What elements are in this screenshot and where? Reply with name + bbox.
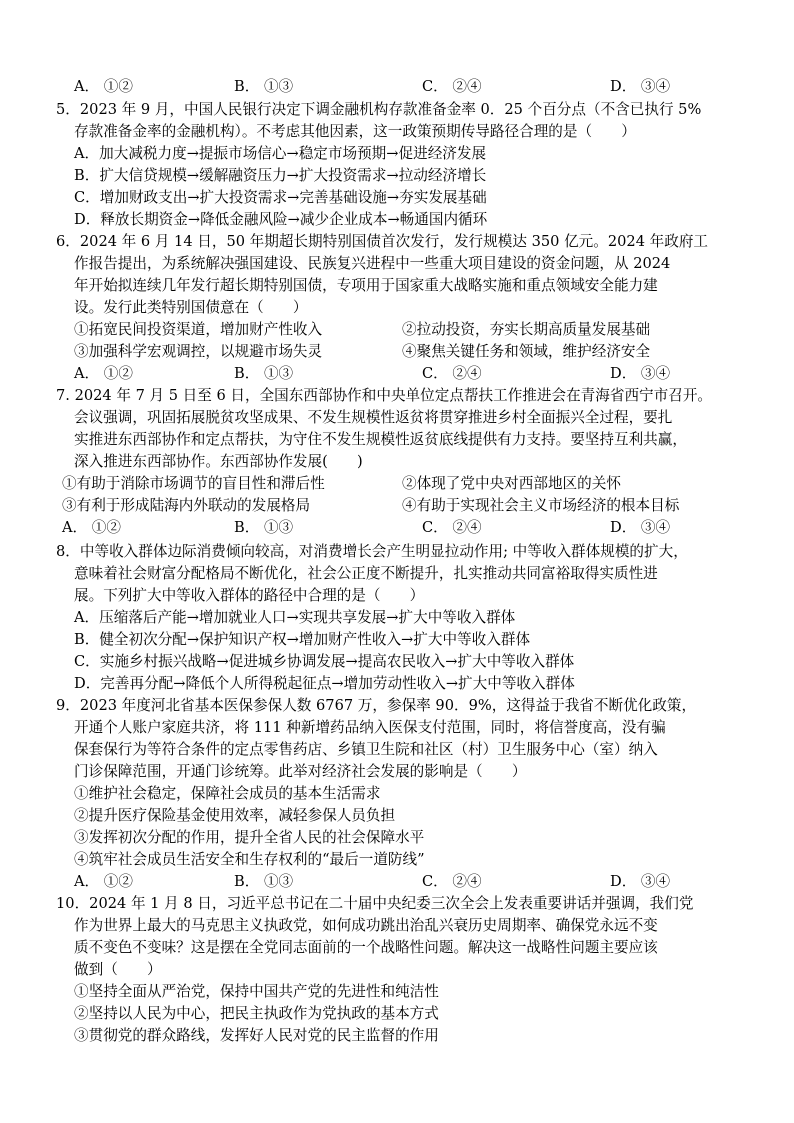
q9-stem-line-4: 门诊保障范围，开通门诊统筹。此举对经济社会发展的影响是（ ） [74,763,527,780]
option-a[interactable]: A． ①② [74,365,133,382]
q5-option-a[interactable]: A．加大减税力度→提振市场信心→稳定市场预期→促进经济发展 [74,145,487,162]
option-a[interactable]: A． ①② [62,519,121,536]
option-d[interactable]: D． ③④ [610,365,671,382]
q9-item-4: ④筑牢社会成员生活安全和生存权利的“最后一道防线” [74,851,425,868]
option-d[interactable]: D． ③④ [610,873,671,890]
q6-item-2: ②拉动投资，夯实长期高质量发展基础 [402,321,651,338]
option-b[interactable]: B． ①③ [234,365,294,382]
q4-options [0,76,794,97]
option-b[interactable]: B． ①③ [234,78,294,95]
q8-stem-line-3: 展。下列扩大中等收入群体的路径中合理的是（ ） [74,587,425,604]
q6-stem-line-4: 设。发行此类特别国债意在（ ） [74,299,308,316]
q9-stem-line-2: 开通个人账户家庭共济，将 111 种新增药品纳入医保支付范围，同时，将信誉度高，没有骗 [74,719,666,736]
option-d[interactable]: D． ③④ [610,78,671,95]
q6-item-3: ③加强科学宏观调控，以规避市场失灵 [74,343,323,360]
q6-item-4: ④聚焦关键任务和领域，维护经济安全 [402,343,651,360]
q7-item-1: ①有助于消除市场调节的盲目性和滞后性 [62,475,325,492]
q5-option-c[interactable]: C．增加财政支出→扩大投资需求→完善基础设施→夯实发展基础 [74,189,487,206]
q5-stem-line-1: 5．2023 年 9 月，中国人民银行决定下调金融机构存款准备金率 0．25 个百分点（不含已执行 5% [56,101,702,118]
q9-stem-line-1: 9．2023 年度河北省基本医保参保人数 6767 万，参保率 90．9%，这得益于我省不断优化政策， [56,697,697,714]
q8-option-c[interactable]: C．实施乡村振兴战略→促进城乡协调发展→提高农民收入→扩大中等收入群体 [74,653,575,670]
option-d[interactable]: D． ③④ [610,519,671,536]
q10-item-2: ②坚持以人民为中心，把民主执政作为党执政的基本方式 [74,1005,439,1022]
q6-options [0,363,794,384]
q7-item-2: ②体现了党中央对西部地区的关怀 [402,475,621,492]
q5-option-d[interactable]: D．释放长期资金→降低金融风险→减少企业成本→畅通国内循环 [74,211,488,228]
q5-option-b[interactable]: B．扩大信贷规模→缓解融资压力→扩大投资需求→拉动经济增长 [74,167,487,184]
q10-item-1: ①坚持全面从严治党，保持中国共产党的先进性和纯洁性 [74,983,439,1000]
q10-stem-line-4: 做到（ ） [74,961,162,978]
option-b[interactable]: B． ①③ [234,519,294,536]
q7-stem-line-4: 深入推进东西部协作。东西部协作发展( ) [74,453,363,470]
option-c[interactable]: C． ②④ [422,873,482,890]
q6-stem-line-3: 年开始拟连续几年发行超长期特别国债，专项用于国家重大战略实施和重点领域安全能力建 [74,277,658,294]
q7-stem-line-3: 实推进东西部协作和定点帮扶，为守住不发生规模性返贫底线提供有力支持。要坚持互利共赢， [74,431,687,448]
q9-item-1: ①维护社会稳定，保障社会成员的基本生活需求 [74,785,381,802]
q8-stem-line-1: 8．中等收入群体边际消费倾向较高，对消费增长会产生明显拉动作用; 中等收入群体规模的扩大， [56,543,688,560]
q7-stem-line-2: 会议强调，巩固拓展脱贫攻坚成果、不发生规模性返贫将贯穿推进乡村全面振兴全过程，要扎 [74,409,673,426]
option-c[interactable]: C． ②④ [422,519,482,536]
option-c[interactable]: C． ②④ [422,365,482,382]
q7-item-4: ④有助于实现社会主义市场经济的根本目标 [402,497,680,514]
q8-option-a[interactable]: A．压缩落后产能→增加就业人口→实现共享发展→扩大中等收入群体 [74,609,516,626]
option-b[interactable]: B． ①③ [234,873,294,890]
q9-item-2: ②提升医疗保险基金使用效率，减轻参保人员负担 [74,807,396,824]
q10-item-3: ③贯彻党的群众路线，发挥好人民对党的民主监督的作用 [74,1027,439,1044]
q7-stem-line-1: 7. 2024 年 7 月 5 日至 6 日，全国东西部协作和中央单位定点帮扶工作推进会在青海省西宁市召开。 [56,387,713,404]
option-a[interactable]: A． ①② [74,873,133,890]
q8-option-b[interactable]: B．健全初次分配→保护知识产权→增加财产性收入→扩大中等收入群体 [74,631,531,648]
q9-item-3: ③发挥初次分配的作用，提升全省人民的社会保障水平 [74,829,425,846]
q6-stem-line-1: 6．2024 年 6 月 14 日，50 年期超长期特别国债首次发行，发行规模达 350 亿元。2024 年政府工 [56,233,709,250]
q10-stem-line-1: 10．2024 年 1 月 8 日，习近平总书记在二十届中央纪委三次全会上发表重要讲话并强调，我们党 [56,895,694,912]
q7-item-3: ③有利于形成陆海内外联动的发展格局 [62,497,311,514]
q6-stem-line-2: 作报告提出，为系统解决强国建设、民族复兴进程中一些重大项目建设的资金问题，从 2024 [74,255,671,272]
q5-stem-line-2: 存款准备金率的金融机构）。不考虑其他因素，这一政策预期传导路径合理的是（ ） [74,123,636,140]
q8-option-d[interactable]: D．完善再分配→降低个人所得税起征点→增加劳动性收入→扩大中等收入群体 [74,675,575,692]
q9-stem-line-3: 保套保行为等符合条件的定点零售药店、乡镇卫生院和社区（村）卫生服务中心（室）纳入 [74,741,658,758]
q10-stem-line-3: 质不变色不变味？这是摆在全党同志面前的一个战略性问题。解决这一战略性问题主要应该 [74,939,658,956]
q9-options [0,871,794,892]
q10-stem-line-2: 作为世界上最大的马克思主义执政党，如何成功跳出治乱兴衰历史周期率、确保党永远不变 [74,917,658,934]
q6-item-1: ①拓宽民间投资渠道，增加财产性收入 [74,321,323,338]
q7-options [0,517,794,538]
option-a[interactable]: A． ①② [74,78,133,95]
q8-stem-line-2: 意味着社会财富分配格局不断优化，社会公正度不断提升，扎实推动共同富裕取得实质性进 [74,565,658,582]
option-c[interactable]: C． ②④ [422,78,482,95]
